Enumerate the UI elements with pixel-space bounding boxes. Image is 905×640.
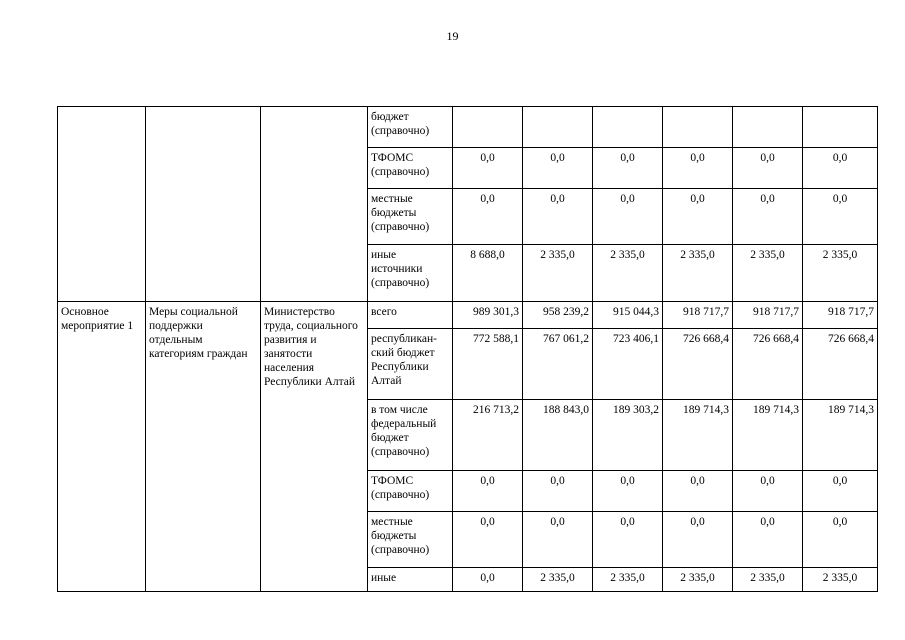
- value-cell: 0,0: [523, 189, 593, 245]
- funding-source-cell: иные источники (справочно): [368, 245, 453, 302]
- value-cell: 726 668,4: [803, 329, 878, 400]
- funding-source-cell: ТФОМС (справочно): [368, 148, 453, 189]
- value-cell: [803, 107, 878, 148]
- value-cell: 2 335,0: [523, 568, 593, 592]
- value-cell: 918 717,7: [733, 302, 803, 329]
- value-cell: 0,0: [593, 189, 663, 245]
- page-number: 19: [446, 29, 459, 43]
- value-cell: 989 301,3: [453, 302, 523, 329]
- value-cell: 0,0: [453, 512, 523, 568]
- executor-cell: Министерство труда, социального развития и занятости населения Республики Алтай: [261, 302, 368, 592]
- value-cell: 0,0: [523, 512, 593, 568]
- value-cell: 188 843,0: [523, 400, 593, 471]
- funding-source-cell: местные бюджеты (справочно): [368, 512, 453, 568]
- funding-source-cell: всего: [368, 302, 453, 329]
- value-cell: 189 714,3: [663, 400, 733, 471]
- value-cell: 0,0: [663, 148, 733, 189]
- value-cell: 2 335,0: [733, 245, 803, 302]
- value-cell: 0,0: [593, 148, 663, 189]
- value-cell: 8 688,0: [453, 245, 523, 302]
- value-cell: 2 335,0: [803, 245, 878, 302]
- funding-source-cell: иные: [368, 568, 453, 592]
- table-row: [58, 107, 878, 148]
- value-cell: 918 717,7: [663, 302, 733, 329]
- value-cell: 0,0: [733, 189, 803, 245]
- table-row: [58, 302, 878, 329]
- value-cell: 0,0: [663, 189, 733, 245]
- value-cell: 2 335,0: [663, 568, 733, 592]
- value-cell: 0,0: [803, 512, 878, 568]
- value-cell: [453, 107, 523, 148]
- empty-cell: [261, 107, 368, 302]
- value-cell: 0,0: [803, 189, 878, 245]
- value-cell: 0,0: [453, 148, 523, 189]
- value-cell: 0,0: [733, 512, 803, 568]
- value-cell: 2 335,0: [733, 568, 803, 592]
- value-cell: 0,0: [663, 471, 733, 512]
- value-cell: 0,0: [733, 471, 803, 512]
- value-cell: 189 303,2: [593, 400, 663, 471]
- value-cell: 726 668,4: [733, 329, 803, 400]
- event-title-cell: Меры социальной поддержки отдельным категориям граждан: [146, 302, 261, 592]
- value-cell: 2 335,0: [523, 245, 593, 302]
- value-cell: 772 588,1: [453, 329, 523, 400]
- funding-source-cell: бюджет (справочно): [368, 107, 453, 148]
- funding-source-cell: ТФОМС (справочно): [368, 471, 453, 512]
- value-cell: 958 239,2: [523, 302, 593, 329]
- value-cell: 216 713,2: [453, 400, 523, 471]
- value-cell: 2 335,0: [663, 245, 733, 302]
- budget-table: [57, 106, 878, 592]
- value-cell: [523, 107, 593, 148]
- value-cell: 2 335,0: [593, 245, 663, 302]
- value-cell: 0,0: [453, 189, 523, 245]
- value-cell: 918 717,7: [803, 302, 878, 329]
- value-cell: 0,0: [453, 471, 523, 512]
- value-cell: 0,0: [663, 512, 733, 568]
- value-cell: 0,0: [593, 512, 663, 568]
- value-cell: 0,0: [453, 568, 523, 592]
- empty-cell: [146, 107, 261, 302]
- event-name-cell: Основное мероприятие 1: [58, 302, 146, 592]
- value-cell: 0,0: [803, 148, 878, 189]
- empty-cell: [58, 107, 146, 302]
- funding-source-cell: местные бюджеты (справочно): [368, 189, 453, 245]
- value-cell: 189 714,3: [803, 400, 878, 471]
- value-cell: 2 335,0: [593, 568, 663, 592]
- value-cell: 0,0: [803, 471, 878, 512]
- value-cell: 723 406,1: [593, 329, 663, 400]
- value-cell: 189 714,3: [733, 400, 803, 471]
- value-cell: 2 335,0: [803, 568, 878, 592]
- value-cell: 0,0: [523, 148, 593, 189]
- value-cell: 767 061,2: [523, 329, 593, 400]
- value-cell: 0,0: [733, 148, 803, 189]
- funding-source-cell: в том числе федеральный бюджет (справочно): [368, 400, 453, 471]
- value-cell: 915 044,3: [593, 302, 663, 329]
- value-cell: [663, 107, 733, 148]
- funding-source-cell: республикан-ский бюджет Республики Алтай: [368, 329, 453, 400]
- value-cell: [593, 107, 663, 148]
- value-cell: 0,0: [523, 471, 593, 512]
- value-cell: [733, 107, 803, 148]
- value-cell: 726 668,4: [663, 329, 733, 400]
- value-cell: 0,0: [593, 471, 663, 512]
